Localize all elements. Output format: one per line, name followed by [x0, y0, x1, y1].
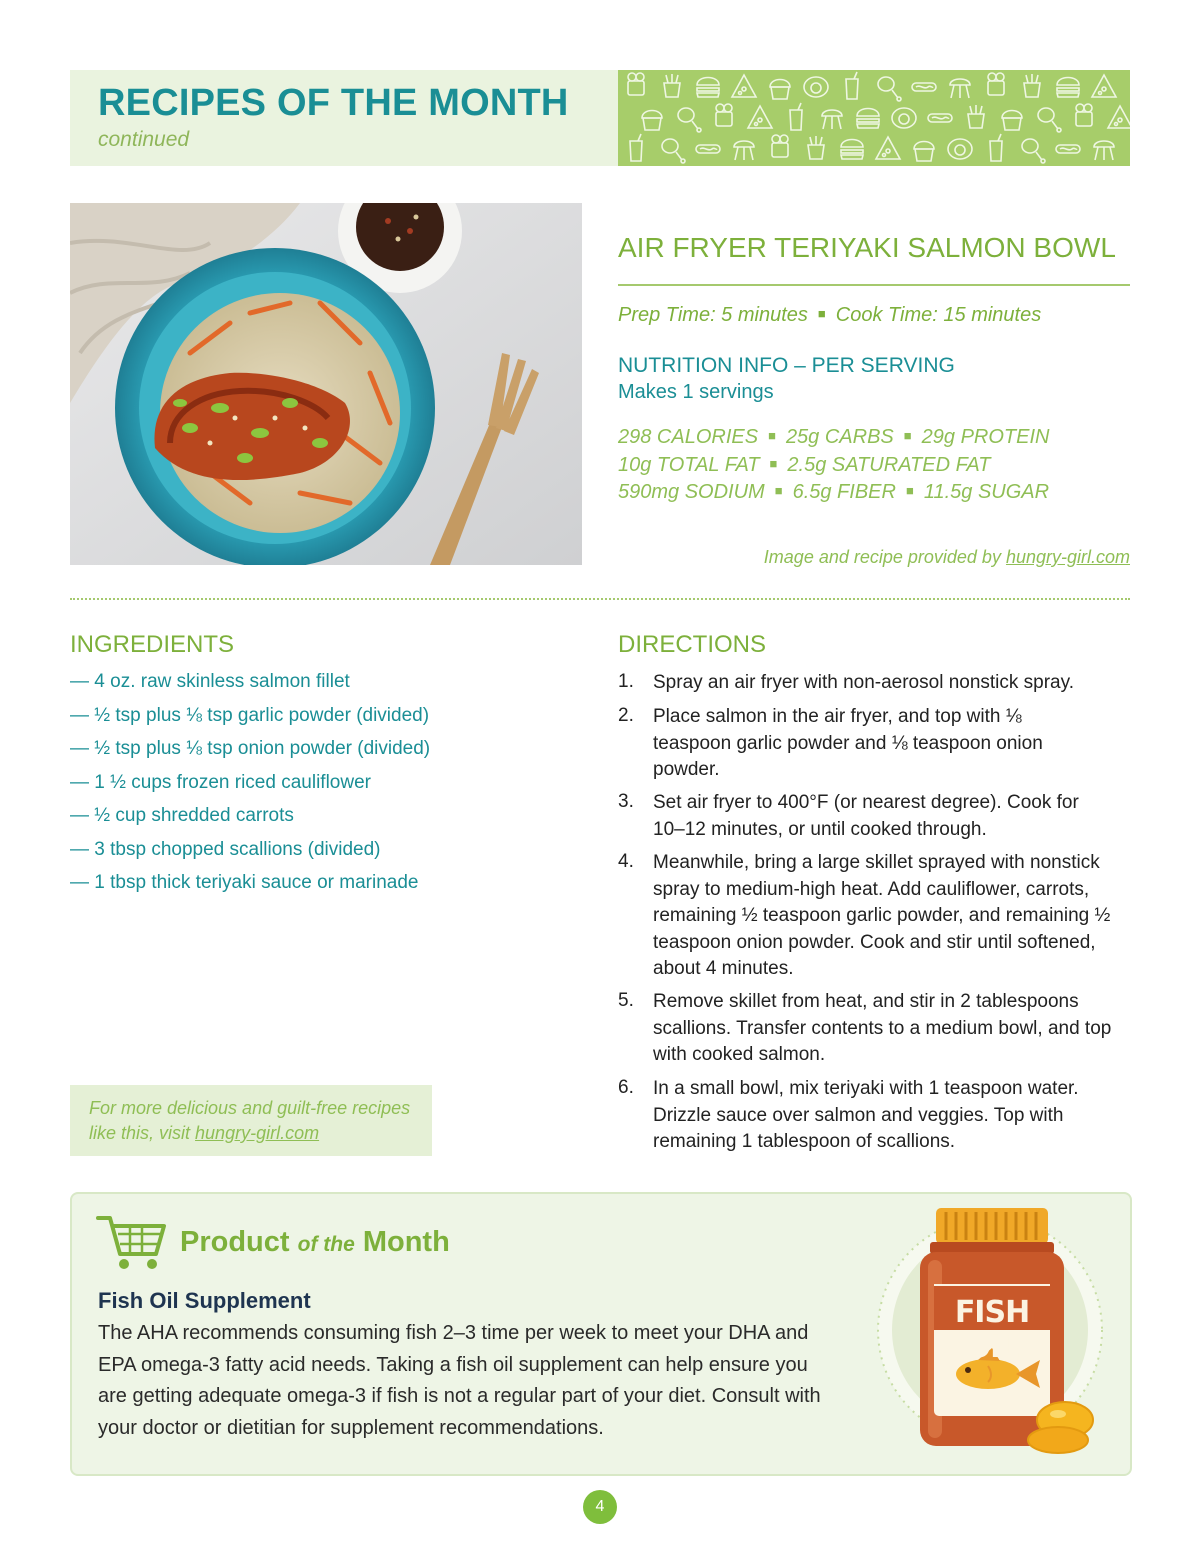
bbq-grill-icon — [734, 141, 754, 160]
product-name: Fish Oil Supplement — [98, 1288, 311, 1313]
step-number: 5. — [618, 990, 634, 1011]
fries-icon — [808, 136, 824, 159]
step-number: 6. — [618, 1077, 634, 1098]
bottle-label: FISH OIL — [954, 1295, 1030, 1365]
page-subtitle: continued — [98, 128, 190, 151]
ingredient-item: — 4 oz. raw skinless salmon fillet — [70, 671, 350, 692]
nutrition-fact: 590mg SODIUM — [618, 481, 765, 503]
page-title: RECIPES OF THE MONTH — [98, 82, 569, 124]
popcorn-icon — [772, 135, 788, 157]
bullet-separator: ■ — [769, 456, 778, 471]
title-divider — [618, 284, 1130, 286]
popcorn-icon — [988, 73, 1004, 95]
promo-text — [89, 1096, 419, 1146]
cupcake-icon — [914, 142, 934, 162]
soda-icon — [790, 103, 802, 130]
cook-time: Cook Time: 15 minutes — [835, 304, 1042, 326]
popcorn-icon — [628, 73, 644, 95]
chicken-leg-icon — [878, 77, 901, 101]
pizza-icon — [1108, 106, 1130, 128]
burger-icon — [1057, 78, 1079, 98]
ingredient-item: — ½ tsp plus ⅛ tsp onion powder (divided) — [70, 738, 431, 759]
ingredients-heading: INGREDIENTS — [70, 631, 235, 658]
nutrition-fact: 29g PROTEIN — [921, 426, 1050, 448]
soda-icon — [990, 134, 1002, 161]
step-number: 4. — [618, 851, 634, 872]
promo-link[interactable]: hungry-girl.com — [195, 1123, 320, 1143]
step-number: 3. — [618, 791, 634, 812]
prep-time: Prep Time: 5 minutes — [618, 304, 808, 326]
directions-heading: DIRECTIONS — [618, 631, 767, 658]
egg-icon — [948, 139, 972, 159]
ingredient-item: — 3 tbsp chopped scallions (divided) — [70, 839, 381, 860]
popcorn-icon — [1076, 104, 1092, 126]
bbq-grill-icon — [822, 110, 842, 129]
egg-icon — [804, 77, 828, 97]
direction-step: Place salmon in the air fryer, and top with ⅛ teaspoon garlic powder and ⅛ teaspoon onion powder. — [653, 706, 1043, 780]
hotdog-icon — [928, 114, 952, 122]
product-heading-word: Product — [180, 1226, 290, 1258]
fries-icon — [968, 105, 984, 128]
burger-icon — [841, 140, 863, 160]
salmon-bowl-photo — [70, 203, 582, 565]
servings: Makes 1 servings — [618, 381, 774, 403]
page-number: 4 — [583, 1490, 617, 1524]
chicken-leg-icon — [1038, 108, 1061, 132]
direction-step: Spray an air fryer with non-aerosol nonstick spray. — [653, 672, 1074, 693]
nutrition-fact: 10g TOTAL FAT — [618, 454, 760, 476]
direction-step: In a small bowl, mix teriyaki with 1 teaspoon water. Drizzle sauce over salmon and veggies. Top with remaining 1 tablespoon of scallions. — [653, 1078, 1079, 1152]
product-heading-connector: of the — [297, 1233, 355, 1256]
pizza-icon — [748, 106, 772, 128]
chicken-leg-icon — [678, 108, 701, 132]
ingredient-item: — 1 ½ cups frozen riced cauliflower — [70, 772, 371, 793]
egg-icon — [892, 108, 916, 128]
nutrition-line — [618, 426, 1049, 449]
food-doodle-pattern — [618, 70, 1130, 166]
cupcake-icon — [770, 80, 790, 100]
product-heading-word: Month — [362, 1226, 450, 1258]
cupcake-icon — [1002, 111, 1022, 131]
nutrition-fact: 25g CARBS — [785, 426, 894, 448]
bullet-separator: ■ — [768, 428, 776, 443]
direction-step: Meanwhile, bring a large skillet sprayed with nonstick spray to medium-high heat. Add cauliflower, carrots, remaining ½ teaspoon garlic powder, and remaining ½ teaspoon onion powder. Cook and stir until softened, about 4 minutes. — [653, 852, 1111, 979]
chicken-leg-icon — [662, 139, 685, 163]
credit-text: Image and recipe provided by — [763, 547, 1006, 567]
bbq-grill-icon — [950, 79, 970, 98]
bullet-separator: ■ — [817, 306, 826, 321]
recipe-times — [618, 304, 1041, 327]
nutrition-line — [618, 481, 1049, 504]
hotdog-icon — [696, 145, 720, 153]
pizza-icon — [876, 137, 900, 159]
bullet-separator: ■ — [903, 428, 912, 443]
ingredient-item: — 1 tbsp thick teriyaki sauce or marinade — [70, 872, 419, 893]
burger-icon — [857, 109, 879, 129]
nutrition-fact: 6.5g FIBER — [792, 481, 896, 503]
promo-message: For more delicious and guilt-free recipes like this, visit — [89, 1098, 411, 1143]
cupcake-icon — [642, 111, 662, 131]
chicken-leg-icon — [1022, 139, 1045, 163]
credit-link[interactable]: hungry-girl.com — [1005, 547, 1130, 567]
fries-icon — [1024, 74, 1040, 97]
bullet-separator: ■ — [905, 483, 914, 498]
food-pattern-banner — [618, 70, 1130, 166]
ingredient-item: — ½ cup shredded carrots — [70, 805, 294, 826]
bbq-grill-icon — [1094, 141, 1114, 160]
bullet-separator: ■ — [774, 483, 783, 498]
pizza-icon — [732, 75, 756, 97]
nutrition-heading: NUTRITION INFO – PER SERVING — [618, 354, 955, 377]
product-description: The AHA recommends consuming fish 2–3 time per week to meet your DHA and EPA omega-3 fatty acid needs. Taking a fish oil supplement can help ensure you are getting adequate omega-3 if fish is not a regular part of your diet. Consult with your doctor or dietitian for supplement recommendations. — [98, 1322, 821, 1439]
pizza-icon — [1092, 75, 1116, 97]
recipe-title: AIR FRYER TERIYAKI SALMON BOWL — [618, 232, 1116, 263]
section-divider — [70, 598, 1130, 600]
direction-step: Set air fryer to 400°F (or nearest degree). Cook for 10–12 minutes, or until cooked through. — [653, 792, 1079, 840]
shopping-cart-icon — [96, 1214, 168, 1277]
hotdog-icon — [912, 83, 936, 91]
nutrition-line — [618, 454, 990, 477]
popcorn-icon — [716, 104, 732, 126]
product-heading — [180, 1226, 450, 1259]
direction-step: Remove skillet from heat, and stir in 2 tablespoons scallions. Transfer contents to a medium bowl, and top with cooked salmon. — [653, 991, 1112, 1065]
step-number: 2. — [618, 705, 634, 726]
nutrition-fact: 11.5g SUGAR — [923, 481, 1050, 503]
soda-icon — [630, 134, 642, 161]
step-number: 1. — [618, 671, 634, 692]
fries-icon — [664, 74, 680, 97]
nutrition-fact: 2.5g SATURATED FAT — [787, 454, 991, 476]
image-credit — [764, 547, 1130, 568]
nutrition-fact: 298 CALORIES — [618, 426, 759, 448]
ingredient-item: — ½ tsp plus ⅛ tsp garlic powder (divided) — [70, 705, 430, 726]
burger-icon — [697, 78, 719, 98]
hotdog-icon — [1056, 145, 1080, 153]
soda-icon — [846, 72, 858, 99]
